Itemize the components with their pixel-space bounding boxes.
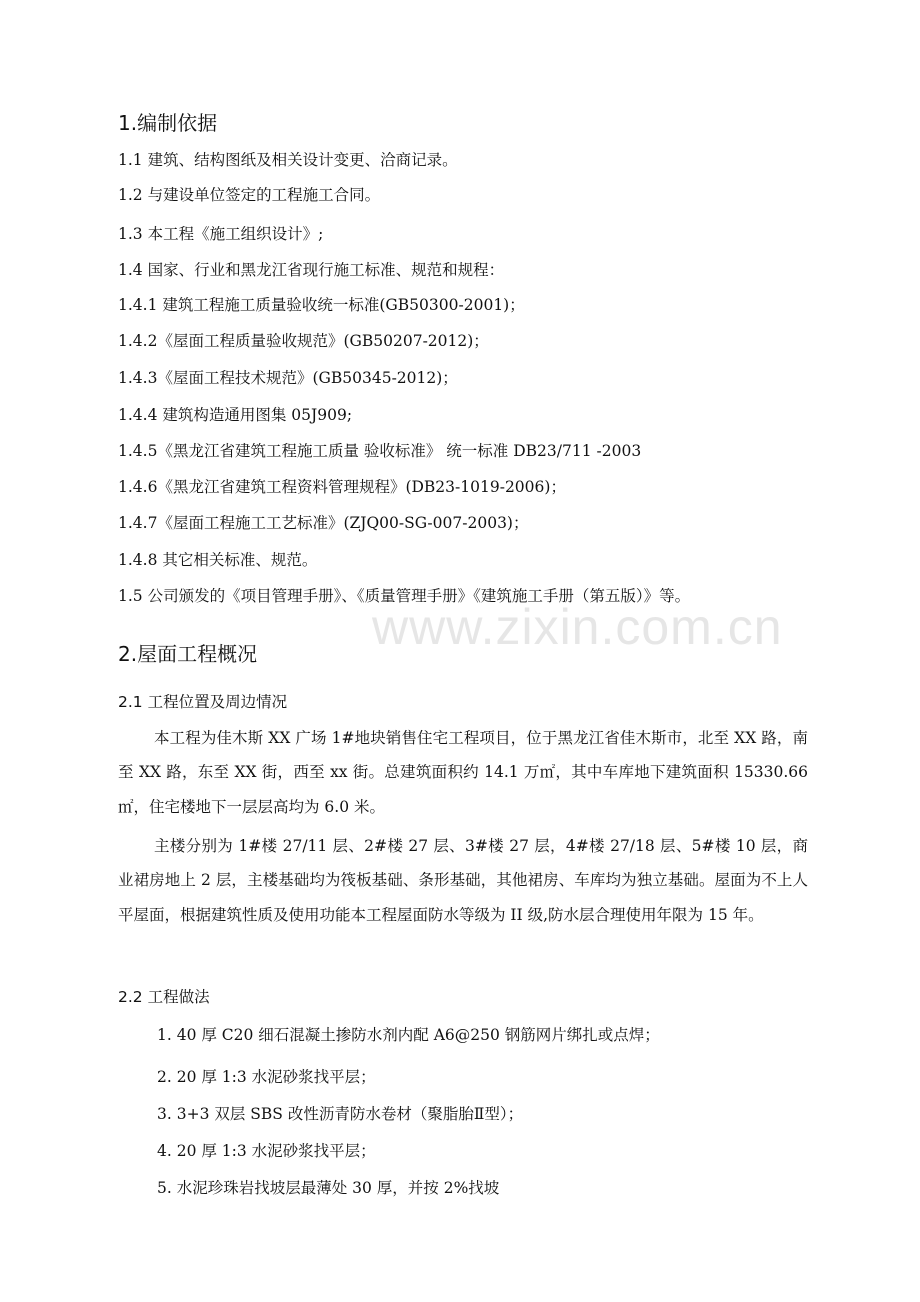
basis-item: 1.4.8 其它相关标准、规范。 <box>118 551 318 569</box>
basis-item: 1.5 公司颁发的《项目管理手册》、《质量管理手册》《建筑施工手册（第五版）》等。 <box>118 587 691 605</box>
basis-item: 1.4.7《屋面工程施工工艺标准》(ZJQ00-SG-007-2003)； <box>118 514 529 532</box>
method-item: 4. 20 厚 1:3 水泥砂浆找平层； <box>157 1142 376 1160</box>
basis-item: 1.4.1 建筑工程施工质量验收统一标准(GB50300-2001)； <box>118 296 525 314</box>
watermark: www.zixin.com.cn <box>372 599 783 655</box>
basis-item: 1.4.6《黑龙江省建筑工程资料管理规程》(DB23-1019-2006)； <box>118 478 566 496</box>
section-2-heading: 2.屋面工程概况 <box>118 642 258 666</box>
basis-item: 1.3 本工程《施工组织设计》; <box>118 225 324 243</box>
basis-item: 1.4.5《黑龙江省建筑工程施工质量 验收标准》 统一标准 DB23/711 -2003 <box>118 442 642 460</box>
method-item: 2. 20 厚 1:3 水泥砂浆找平层； <box>157 1068 376 1086</box>
method-item: 5. 水泥珍珠岩找坡层最薄处 30 厚，并按 2%找坡 <box>157 1179 500 1197</box>
subsection-2-2-heading: 2.2 工程做法 <box>118 988 210 1006</box>
basis-item: 1.2 与建设单位签定的工程施工合同。 <box>118 186 381 204</box>
basis-item: 1.4.4 建筑构造通用图集 05J909; <box>118 406 353 424</box>
basis-item: 1.4.3《屋面工程技术规范》(GB50345-2012)； <box>118 369 458 387</box>
project-location-paragraph: 本工程为佳木斯 XX 广场 1#地块销售住宅工程项目，位于黑龙江省佳木斯市，北至 XX 路，南至 XX 路，东至 XX 街，西至 xx 街。总建筑面积约 14.1 万㎡，其中车库地下建筑面积 15330.66㎡，住宅楼地下一层层高均为 6.0 米。 <box>118 729 808 816</box>
basis-item: 1.4 国家、行业和黑龙江省现行施工标准、规范和规程： <box>118 261 505 279</box>
subsection-2-1-heading: 2.1 工程位置及周边情况 <box>118 693 288 711</box>
method-item: 3. 3+3 双层 SBS 改性沥青防水卷材（聚脂胎Ⅱ型）； <box>157 1105 524 1123</box>
basis-item: 1.1 建筑、结构图纸及相关设计变更、洽商记录。 <box>118 151 458 169</box>
method-item: 1. 40 厚 C20 细石混凝土掺防水剂内配 A6@250 钢筋网片绑扎或点焊； <box>157 1026 660 1044</box>
basis-item: 1.4.2《屋面工程质量验收规范》(GB50207-2012)； <box>118 332 489 350</box>
section-1-heading: 1.编制依据 <box>118 111 218 135</box>
building-overview-paragraph: 主楼分别为 1#楼 27/11 层、2#楼 27 层、3#楼 27 层，4#楼 27/18 层、5#楼 10 层，商业裙房地上 2 层，主楼基础均为筏板基础、条形基础，其他裙房、车库均为独立基础。屋面为不上人平屋面，根据建筑性质及使用功能本工程屋面防水等级为 II 级,防水层合理使用年限为 15 年。 <box>118 837 808 924</box>
